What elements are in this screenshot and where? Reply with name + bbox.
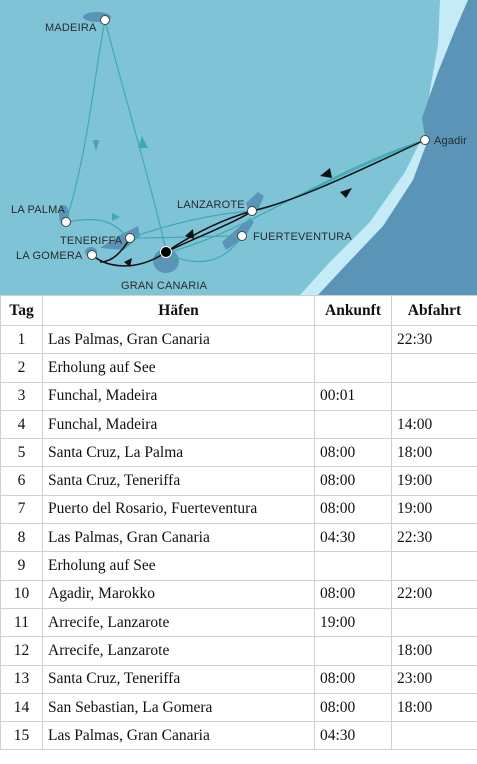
cell-port: Las Palmas, Gran Canaria [43, 722, 315, 750]
cell-port: Santa Cruz, Teneriffa [43, 467, 315, 495]
cell-departure: 18:00 [392, 439, 477, 467]
cell-port: Funchal, Madeira [43, 382, 315, 410]
cell-arrival: 08:00 [315, 665, 392, 693]
cell-day: 10 [1, 580, 43, 608]
cell-arrival: 00:01 [315, 382, 392, 410]
cell-arrival: 08:00 [315, 580, 392, 608]
cell-day: 2 [1, 354, 43, 382]
cell-day: 7 [1, 495, 43, 523]
table-row [1, 439, 477, 467]
cell-arrival: 19:00 [315, 608, 392, 636]
port-marker-la-palma [62, 218, 71, 227]
cell-day: 8 [1, 524, 43, 552]
cell-day: 1 [1, 326, 43, 354]
route-map-svg [0, 0, 477, 295]
cell-port: Santa Cruz, Teneriffa [43, 665, 315, 693]
itinerary-body [1, 326, 477, 750]
cell-port: Erholung auf See [43, 354, 315, 382]
cell-departure: 18:00 [392, 693, 477, 721]
cell-day: 3 [1, 382, 43, 410]
label-agadir: Agadir [434, 135, 467, 147]
table-row [1, 552, 477, 580]
table-row [1, 637, 477, 665]
cell-departure: 14:00 [392, 410, 477, 438]
cell-arrival: 04:30 [315, 722, 392, 750]
cell-arrival: 08:00 [315, 693, 392, 721]
label-gran-canaria: GRAN CANARIA [121, 280, 208, 292]
table-row [1, 326, 477, 354]
cell-arrival: 04:30 [315, 524, 392, 552]
label-madeira: MADEIRA [45, 22, 97, 34]
cell-port: Las Palmas, Gran Canaria [43, 524, 315, 552]
cell-departure [392, 354, 477, 382]
cell-arrival: 08:00 [315, 439, 392, 467]
port-marker-fuerteventura [238, 232, 247, 241]
port-marker-madeira [101, 16, 110, 25]
cell-departure [392, 552, 477, 580]
cell-arrival [315, 410, 392, 438]
table-row [1, 495, 477, 523]
cell-port: San Sebastian, La Gomera [43, 693, 315, 721]
cell-day: 4 [1, 410, 43, 438]
cell-arrival [315, 637, 392, 665]
cell-port: Agadir, Marokko [43, 580, 315, 608]
header-abfahrt: Abfahrt [392, 296, 477, 326]
label-lanzarote: LANZAROTE [177, 199, 245, 211]
cell-departure: 22:30 [392, 326, 477, 354]
label-la-gomera: LA GOMERA [16, 250, 83, 262]
cell-arrival [315, 552, 392, 580]
cell-day: 11 [1, 608, 43, 636]
cell-departure [392, 382, 477, 410]
port-marker-agadir [421, 136, 430, 145]
cell-arrival [315, 354, 392, 382]
label-teneriffa: TENERIFFA [60, 235, 123, 247]
cell-departure: 19:00 [392, 467, 477, 495]
cell-port: Las Palmas, Gran Canaria [43, 326, 315, 354]
header-haefen: Häfen [43, 296, 315, 326]
table-row [1, 665, 477, 693]
cell-port: Arrecife, Lanzarote [43, 637, 315, 665]
table-row [1, 722, 477, 750]
table-row [1, 467, 477, 495]
cell-port: Arrecife, Lanzarote [43, 608, 315, 636]
table-row [1, 410, 477, 438]
cell-day: 14 [1, 693, 43, 721]
cell-departure: 18:00 [392, 637, 477, 665]
port-marker-gran-canaria [161, 247, 172, 258]
port-marker-lanzarote [248, 207, 257, 216]
cell-port: Puerto del Rosario, Fuerteventura [43, 495, 315, 523]
route-map [0, 0, 477, 295]
cell-departure: 22:30 [392, 524, 477, 552]
cell-port: Santa Cruz, La Palma [43, 439, 315, 467]
cell-day: 15 [1, 722, 43, 750]
cell-day: 9 [1, 552, 43, 580]
cell-departure: 23:00 [392, 665, 477, 693]
table-row [1, 608, 477, 636]
table-row [1, 382, 477, 410]
cell-departure [392, 608, 477, 636]
cell-day: 6 [1, 467, 43, 495]
port-marker-teneriffa [126, 234, 135, 243]
port-marker-la-gomera [88, 251, 97, 260]
cell-day: 5 [1, 439, 43, 467]
header-ankunft: Ankunft [315, 296, 392, 326]
table-header-row [1, 296, 477, 326]
table-row [1, 693, 477, 721]
cell-arrival: 08:00 [315, 467, 392, 495]
table-row [1, 524, 477, 552]
header-tag: Tag [1, 296, 43, 326]
cell-arrival: 08:00 [315, 495, 392, 523]
cell-arrival [315, 326, 392, 354]
label-fuerteventura: FUERTEVENTURA [253, 231, 352, 243]
table-row [1, 354, 477, 382]
cell-departure: 22:00 [392, 580, 477, 608]
label-la-palma: LA PALMA [11, 204, 65, 216]
cell-departure: 19:00 [392, 495, 477, 523]
table-row [1, 580, 477, 608]
itinerary-table [0, 295, 477, 750]
cell-day: 12 [1, 637, 43, 665]
cell-port: Funchal, Madeira [43, 410, 315, 438]
cell-day: 13 [1, 665, 43, 693]
cell-port: Erholung auf See [43, 552, 315, 580]
cell-departure [392, 722, 477, 750]
